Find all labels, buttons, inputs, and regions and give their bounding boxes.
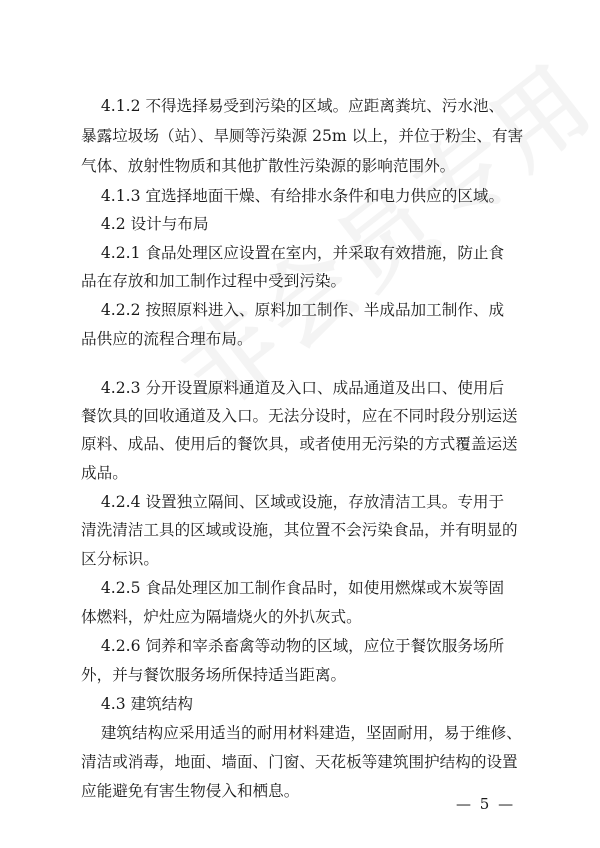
text-line: 餐饮具的回收通道及入口。无法分设时，应在不同时段分别运送 — [81, 407, 518, 425]
text-line: 4.1.2 不得选择易受到污染的区域。应距离粪坑、污水池、 — [81, 97, 505, 115]
text-line: 原料、成品、使用后的餐饮具，或者使用无污染的方式覆盖运送 — [81, 435, 518, 453]
text-line: 体燃料，炉灶应为隔墙烧火的外扒灰式。 — [81, 608, 362, 626]
text-line: 外，并与餐饮服务场所保持适当距离。 — [81, 666, 347, 684]
text-line: 4.2.6 饲养和宰杀畜禽等动物的区域，应位于餐饮服务场所 — [81, 637, 505, 655]
text-line: 4.2.5 食品处理区加工制作食品时，如使用燃煤或木炭等固 — [81, 579, 505, 597]
text-line: 4.2.1 食品处理区应设置在室内，并采取有效措施，防止食 — [81, 244, 505, 262]
text-line: 建筑结构应采用适当的耐用材料建造，坚固耐用，易于维修、 — [81, 724, 522, 742]
text-line: 4.2.3 分开设置原料通道及入口、成品通道及出口、使用后 — [81, 379, 505, 397]
text-line: 4.1.3 宜选择地面干燥、有给排水条件和电力供应的区域。 — [81, 187, 505, 205]
text-line: 品在存放和加工制作过程中受到污染。 — [81, 272, 347, 290]
text-line: 清洗清洁工具的区域或设施，其位置不会污染食品，并有明显的 — [81, 521, 518, 539]
text-line: 暴露垃圾场（站）、旱厕等污染源 25m 以上，并位于粉尘、有害 — [81, 127, 524, 145]
text-line: 品供应的流程合理布局。 — [81, 330, 253, 348]
text-line: 气体、放射性物质和其他扩散性污染源的影响范围外。 — [81, 157, 456, 175]
page-number: — 5 — — [456, 795, 516, 813]
text-line: 清洁或消毒，地面、墙面、门窗、天花板等建筑围护结构的设置 — [81, 753, 518, 771]
text-line: 成品。 — [81, 464, 128, 482]
text-line: 应能避免有害生物侵入和栖息。 — [81, 782, 300, 800]
section-heading: 4.2 设计与布局 — [81, 215, 209, 233]
text-line: 4.2.2 按照原料进入、原料加工制作、半成品加工制作、成 — [81, 301, 505, 319]
section-heading: 4.3 建筑结构 — [81, 695, 193, 713]
text-line: 区分标识。 — [81, 550, 159, 568]
text-line: 4.2.4 设置独立隔间、区域或设施，存放清洁工具。专用于 — [81, 493, 505, 511]
